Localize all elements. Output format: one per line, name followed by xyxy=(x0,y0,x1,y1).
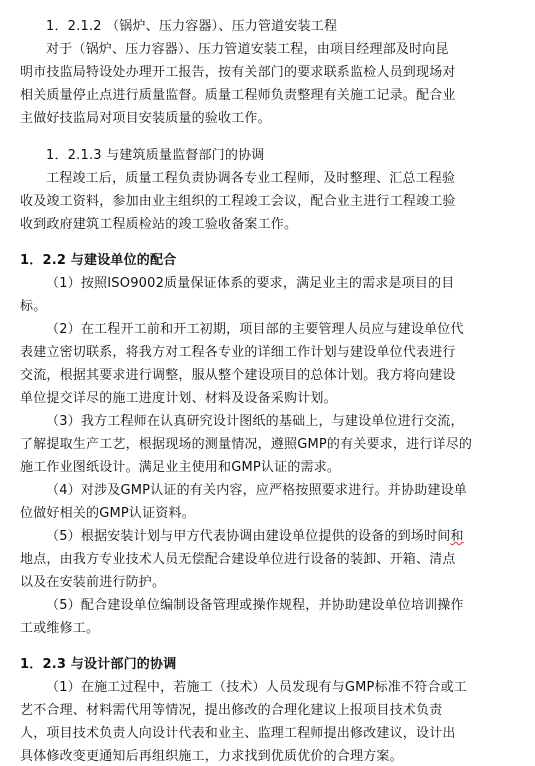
heading-1-2-3: 1．2.3 与设计部门的协调 xyxy=(20,657,177,672)
paragraph-line: 标。 xyxy=(20,299,47,314)
paragraph-line: 具体修改变更通知后再组织施工，力求找到优质优价的合理方案。 xyxy=(20,749,403,764)
paragraph-line: 工或维修工。 xyxy=(20,621,100,636)
paragraph-line: （4）对涉及GMP认证的有关内容，应严格按照要求进行。并协助建设单 xyxy=(46,483,468,498)
paragraph-line: （5）配合建设单位编制设备管理或操作规程，并协助建设单位培训操作 xyxy=(46,598,464,613)
paragraph-line: 对于（锅炉、压力容器）、压力管道安装工程，由项目经理部及时向昆 xyxy=(46,42,449,57)
paragraph-line: 位做好相关的GMP认证资料。 xyxy=(20,506,195,521)
paragraph-line: 以及在安装前进行防护。 xyxy=(20,575,166,590)
paragraph-line xyxy=(46,528,464,546)
paragraph-line: 交流，根据其要求进行调整，服从整个建设项目的总体计划。我方将向建设 xyxy=(20,368,456,383)
paragraph-line: 施工作业图纸设计。满足业主使用和GMP认证的需求。 xyxy=(20,460,341,475)
paragraph-line: （1）在施工过程中，若施工（技术）人员发现有与GMP标准不符合或工 xyxy=(46,680,468,695)
paragraph-line: （1）按照ISO9002质量保证体系的要求，满足业主的需求是项目的目 xyxy=(46,276,455,291)
paragraph-line: （3）我方工程师在认真研究设计图纸的基础上，与建设单位进行交流， xyxy=(46,414,464,429)
paragraph-line: （2）在工程开工前和开工初期，项目部的主要管理人员应与建设单位代 xyxy=(46,322,464,337)
paragraph-line: 主做好技监局对项目安装质量的验收工作。 xyxy=(20,111,271,126)
paragraph-line: 人，项目技术负责人向设计代表和业主、监理工程师提出修改建议，设计出 xyxy=(20,726,456,741)
paragraph-line: 单位提交详尽的施工进度计划、材料及设备采购计划。 xyxy=(20,391,337,406)
heading-1-2-1-2: 1．2.1.2 （锅炉、压力容器）、压力管道安装工程 xyxy=(46,19,338,34)
paragraph-line: 相关质量停止点进行质量监督。质量工程师负责整理有关施工记录。配合业 xyxy=(20,88,456,103)
heading-1-2-1-3: 1．2.1.3 与建筑质量监督部门的协调 xyxy=(46,148,265,163)
paragraph-line: 收及竣工资料，参加由业主组织的工程竣工会议，配合业主进行工程竣工验 xyxy=(20,194,456,209)
paragraph-text: （5）根据安装计划与甲方代表协调由建设单位提供的设备的到场时间 xyxy=(46,529,451,544)
heading-1-2-2: 1．2.2 与建设单位的配合 xyxy=(20,253,177,268)
paragraph-line: 地点，由我方专业技术人员无偿配合建设单位进行设备的装卸、开箱、清点 xyxy=(20,552,456,567)
paragraph-line: 明市技监局特设处办理开工报告，按有关部门的要求联系监检人员到现场对 xyxy=(20,65,456,80)
paragraph-line: 了解提取生产工艺，根据现场的测量情况，遵照GMP的有关要求，进行详尽的 xyxy=(20,437,473,452)
paragraph-line: 收到政府建筑工程质检站的竣工验收备案工作。 xyxy=(20,217,298,232)
paragraph-line: 艺不合理、材料需代用等情况，提出修改的合理化建议上报项目技术负责 xyxy=(20,703,443,718)
paragraph-line: 工程竣工后，质量工程负责协调各专业工程师，及时整理、汇总工程验 xyxy=(46,171,456,186)
paragraph-line: 表建立密切联系，将我方对工程各专业的详细工作计划与建设单位代表进行 xyxy=(20,345,456,360)
spellcheck-marked-text: 和 xyxy=(450,529,464,544)
